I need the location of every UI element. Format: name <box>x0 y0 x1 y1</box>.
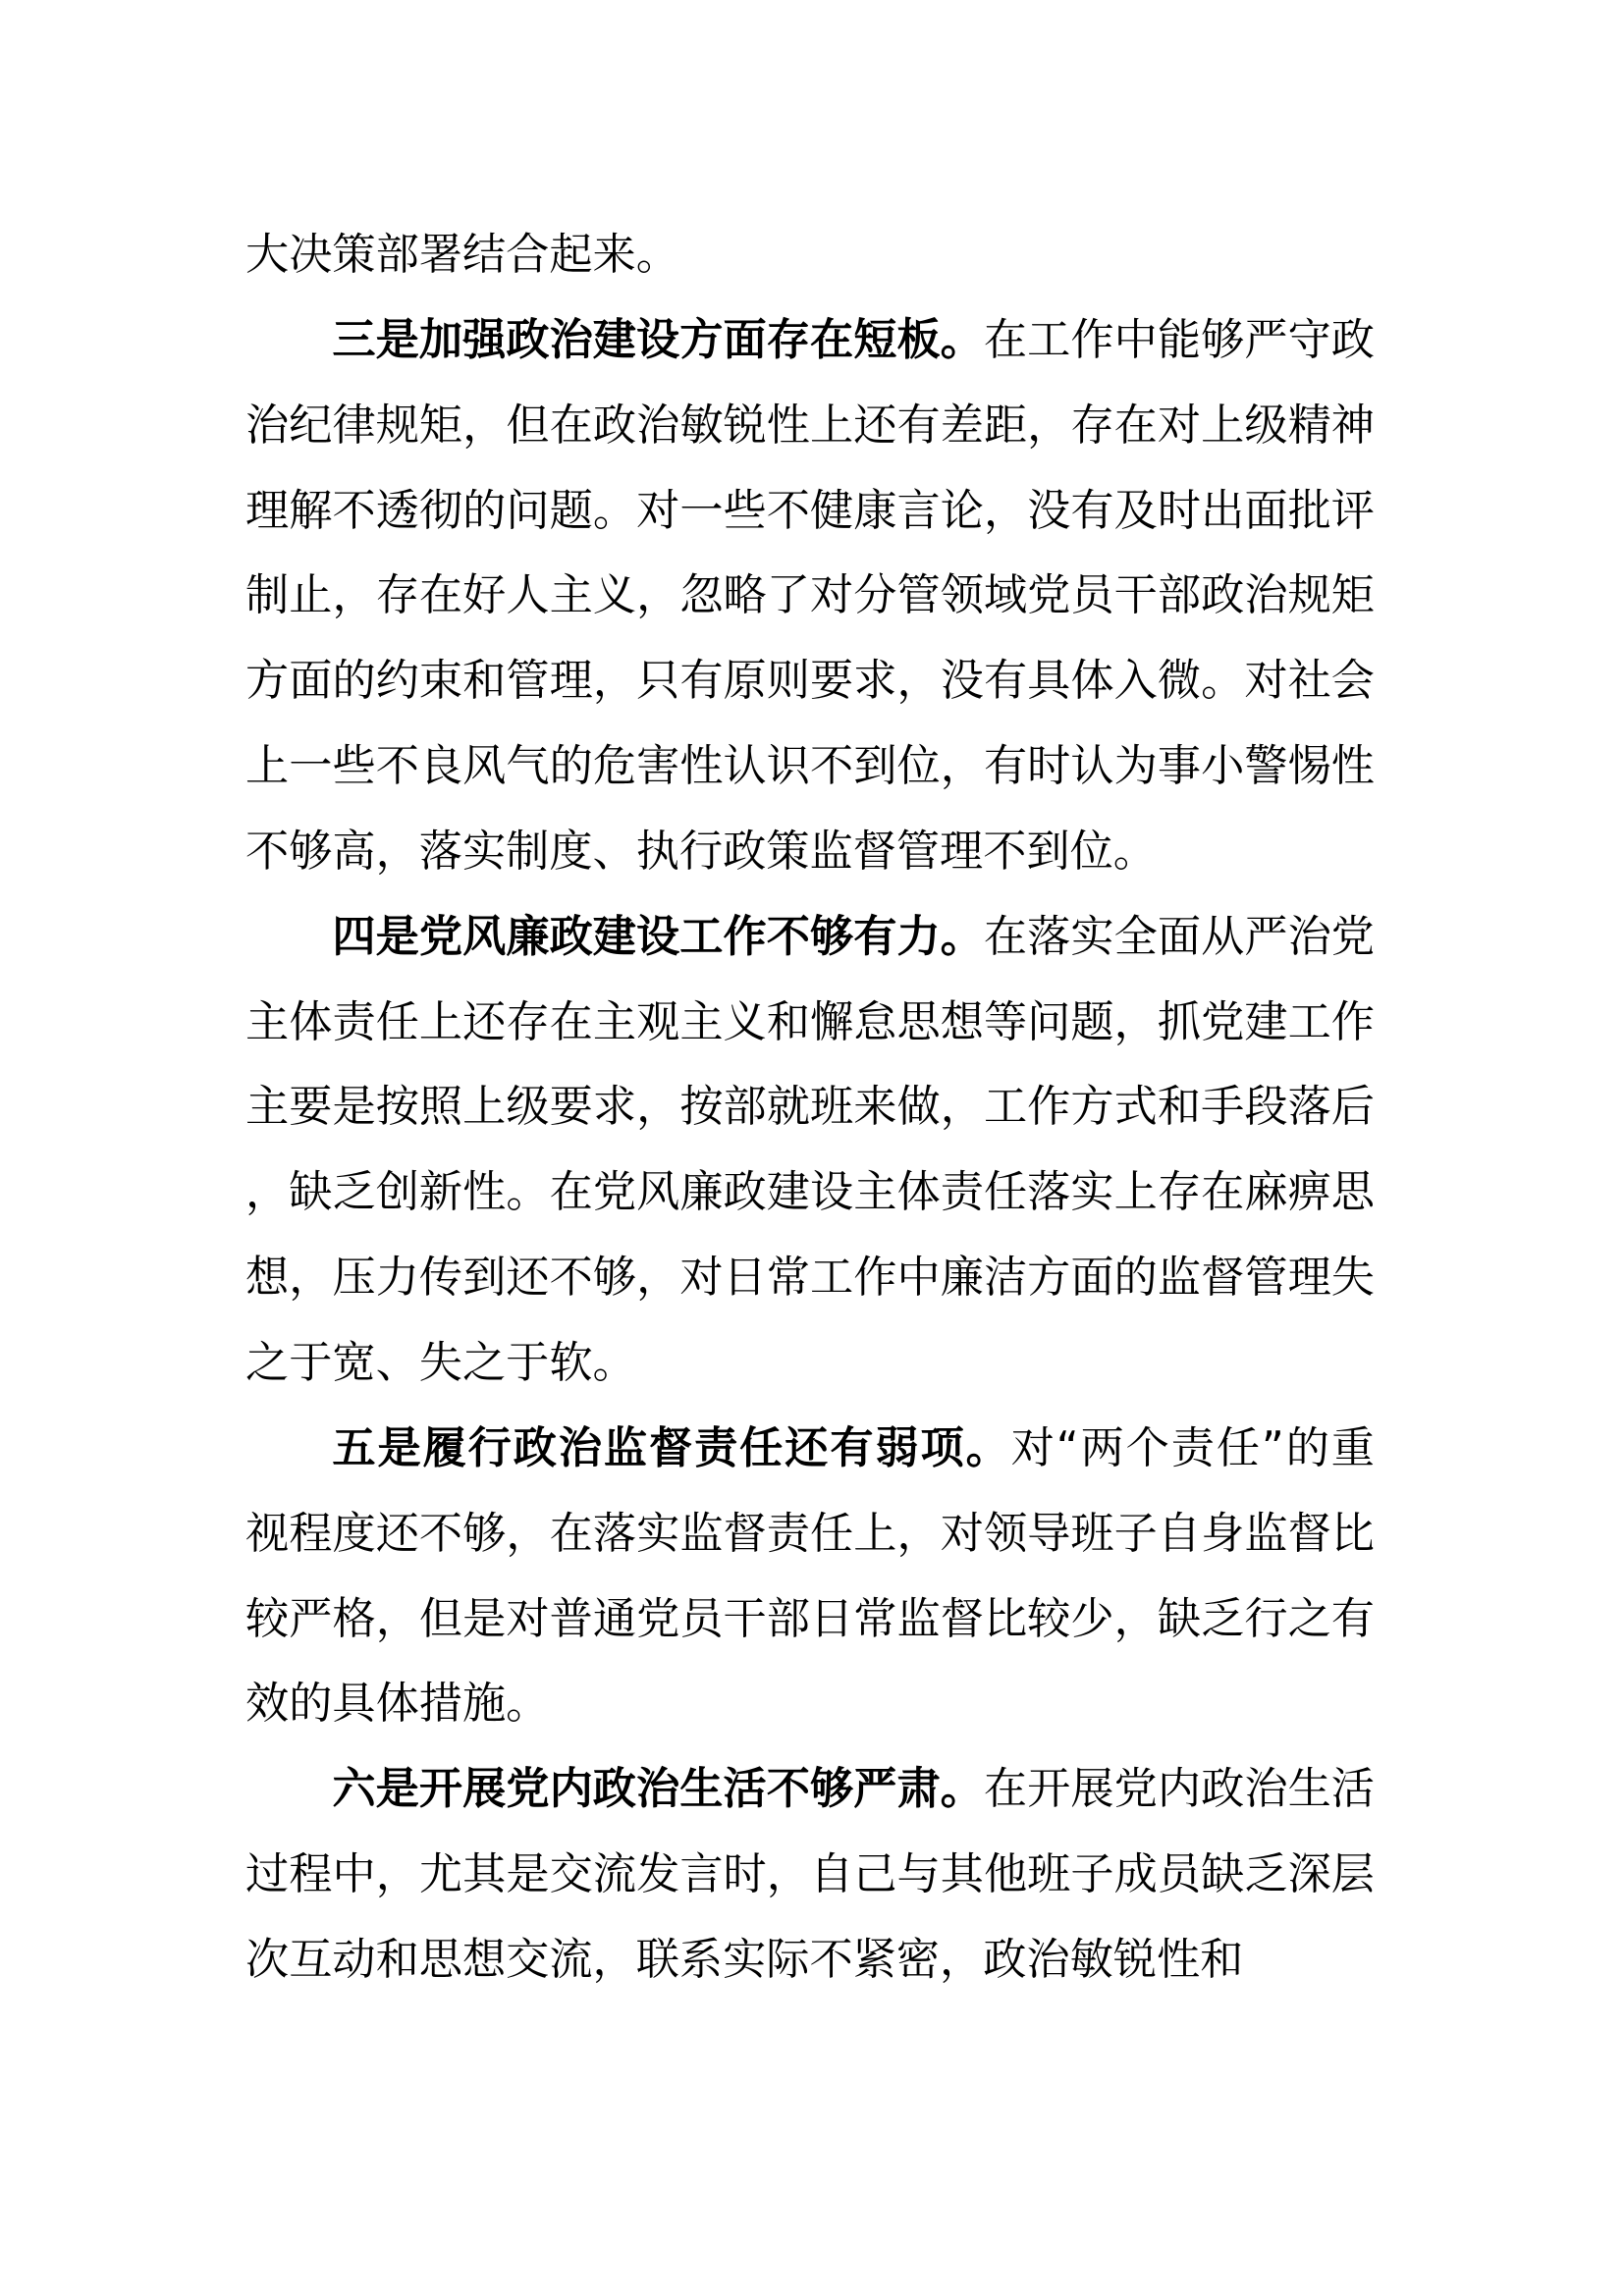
paragraph-lead: 四是党风廉政建设工作不够有力。 <box>332 911 984 962</box>
paragraph-text: 在落实全面从严治党主体责任上还存在主观主义和懈怠思想等问题，抓党建工作主要是按照上级要求，按部就班来做，工作方式和手段落后，缺乏创新性。在党风廉政建设主体责任落实上存在麻痹思想，压力传到还不够，对日常工作中廉洁方面的监督管理失之于宽、失之于软。 <box>245 911 1375 1388</box>
paragraph-lead: 五是履行政治监督责任还有弱项。 <box>332 1422 1011 1473</box>
paragraph-point-3 <box>245 298 1375 895</box>
paragraph-point-4 <box>245 895 1375 1407</box>
paragraph-text: 对“两个责任”的重视程度还不够，在落实监督责任上，对领导班子自身监督比较严格，但是对普通党员干部日常监督比较少，缺乏行之有效的具体措施。 <box>245 1422 1375 1730</box>
paragraph-lead: 三是加强政治建设方面存在短板。 <box>332 314 984 365</box>
paragraph-text: 在工作中能够严守政治纪律规矩，但在政治敏锐性上还有差距，存在对上级精神理解不透彻的问题。对一些不健康言论，没有及时出面批评制止，存在好人主义，忽略了对分管领域党员干部政治规矩方面的约束和管理，只有原则要求，没有具体入微。对社会上一些不良风气的危害性认识不到位，有时认为事小警惕性不够高，落实制度、执行政策监督管理不到位。 <box>245 314 1375 877</box>
paragraph-point-6 <box>245 1747 1375 2003</box>
document-body <box>245 213 1375 2003</box>
paragraph-text: 在开展党内政治生活过程中，尤其是交流发言时，自己与其他班子成员缺乏深层次互动和思想交流，联系实际不紧密，政治敏锐性和 <box>245 1764 1375 1985</box>
paragraph-point-5 <box>245 1407 1375 1747</box>
paragraph-lead: 六是开展党内政治生活不够严肃。 <box>332 1764 984 1815</box>
paragraph-text: 大决策部署结合起来。 <box>245 230 679 280</box>
paragraph-continuation <box>245 213 1375 298</box>
